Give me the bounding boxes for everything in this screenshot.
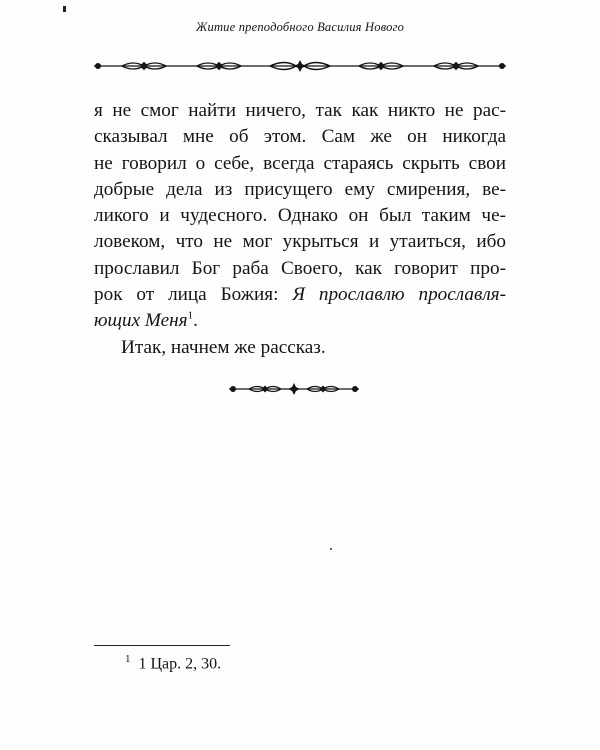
footnote-ref[interactable]: 1 <box>187 309 194 322</box>
footnote <box>125 653 221 673</box>
header-ornament <box>94 58 506 74</box>
footnote-number: 1 <box>125 653 131 665</box>
text-line: сказывал мне об этом. Сам же он никогда <box>94 126 506 148</box>
text-line: я не смог найти ничего, так как никто не рас- <box>94 100 506 121</box>
main-text <box>94 98 506 361</box>
text-line: добрые дела из присущего ему смирения, ве- <box>94 178 506 200</box>
section-ornament <box>229 381 359 397</box>
text-line: прославил Бог раба Своего, как говорит про- <box>94 257 506 279</box>
scan-mark <box>63 6 66 12</box>
scripture-quote: Я прославлю прославля- <box>292 284 506 306</box>
scripture-quote: ющих Меня <box>94 310 188 332</box>
text-line: ликого и чудесного. Однако он был таким че- <box>94 205 506 227</box>
text-line: ловеком, что не мог укрыться и утаиться, ибо <box>94 231 506 253</box>
text-line: не говорил о себе, всегда стараясь скрыть свои <box>94 152 506 174</box>
text-span: . <box>193 310 198 332</box>
print-speck <box>330 548 332 550</box>
footnote-text: 1 Цар. 2, 30. <box>138 655 222 673</box>
text-line <box>94 282 506 308</box>
text-span: рок от лица Божия: <box>94 284 293 306</box>
paragraph: Итак, начнем же рассказ. <box>121 336 326 358</box>
text-line <box>94 308 506 334</box>
running-head: Житие преподобного Василия Нового <box>195 20 405 34</box>
footnote-rule <box>94 645 230 646</box>
